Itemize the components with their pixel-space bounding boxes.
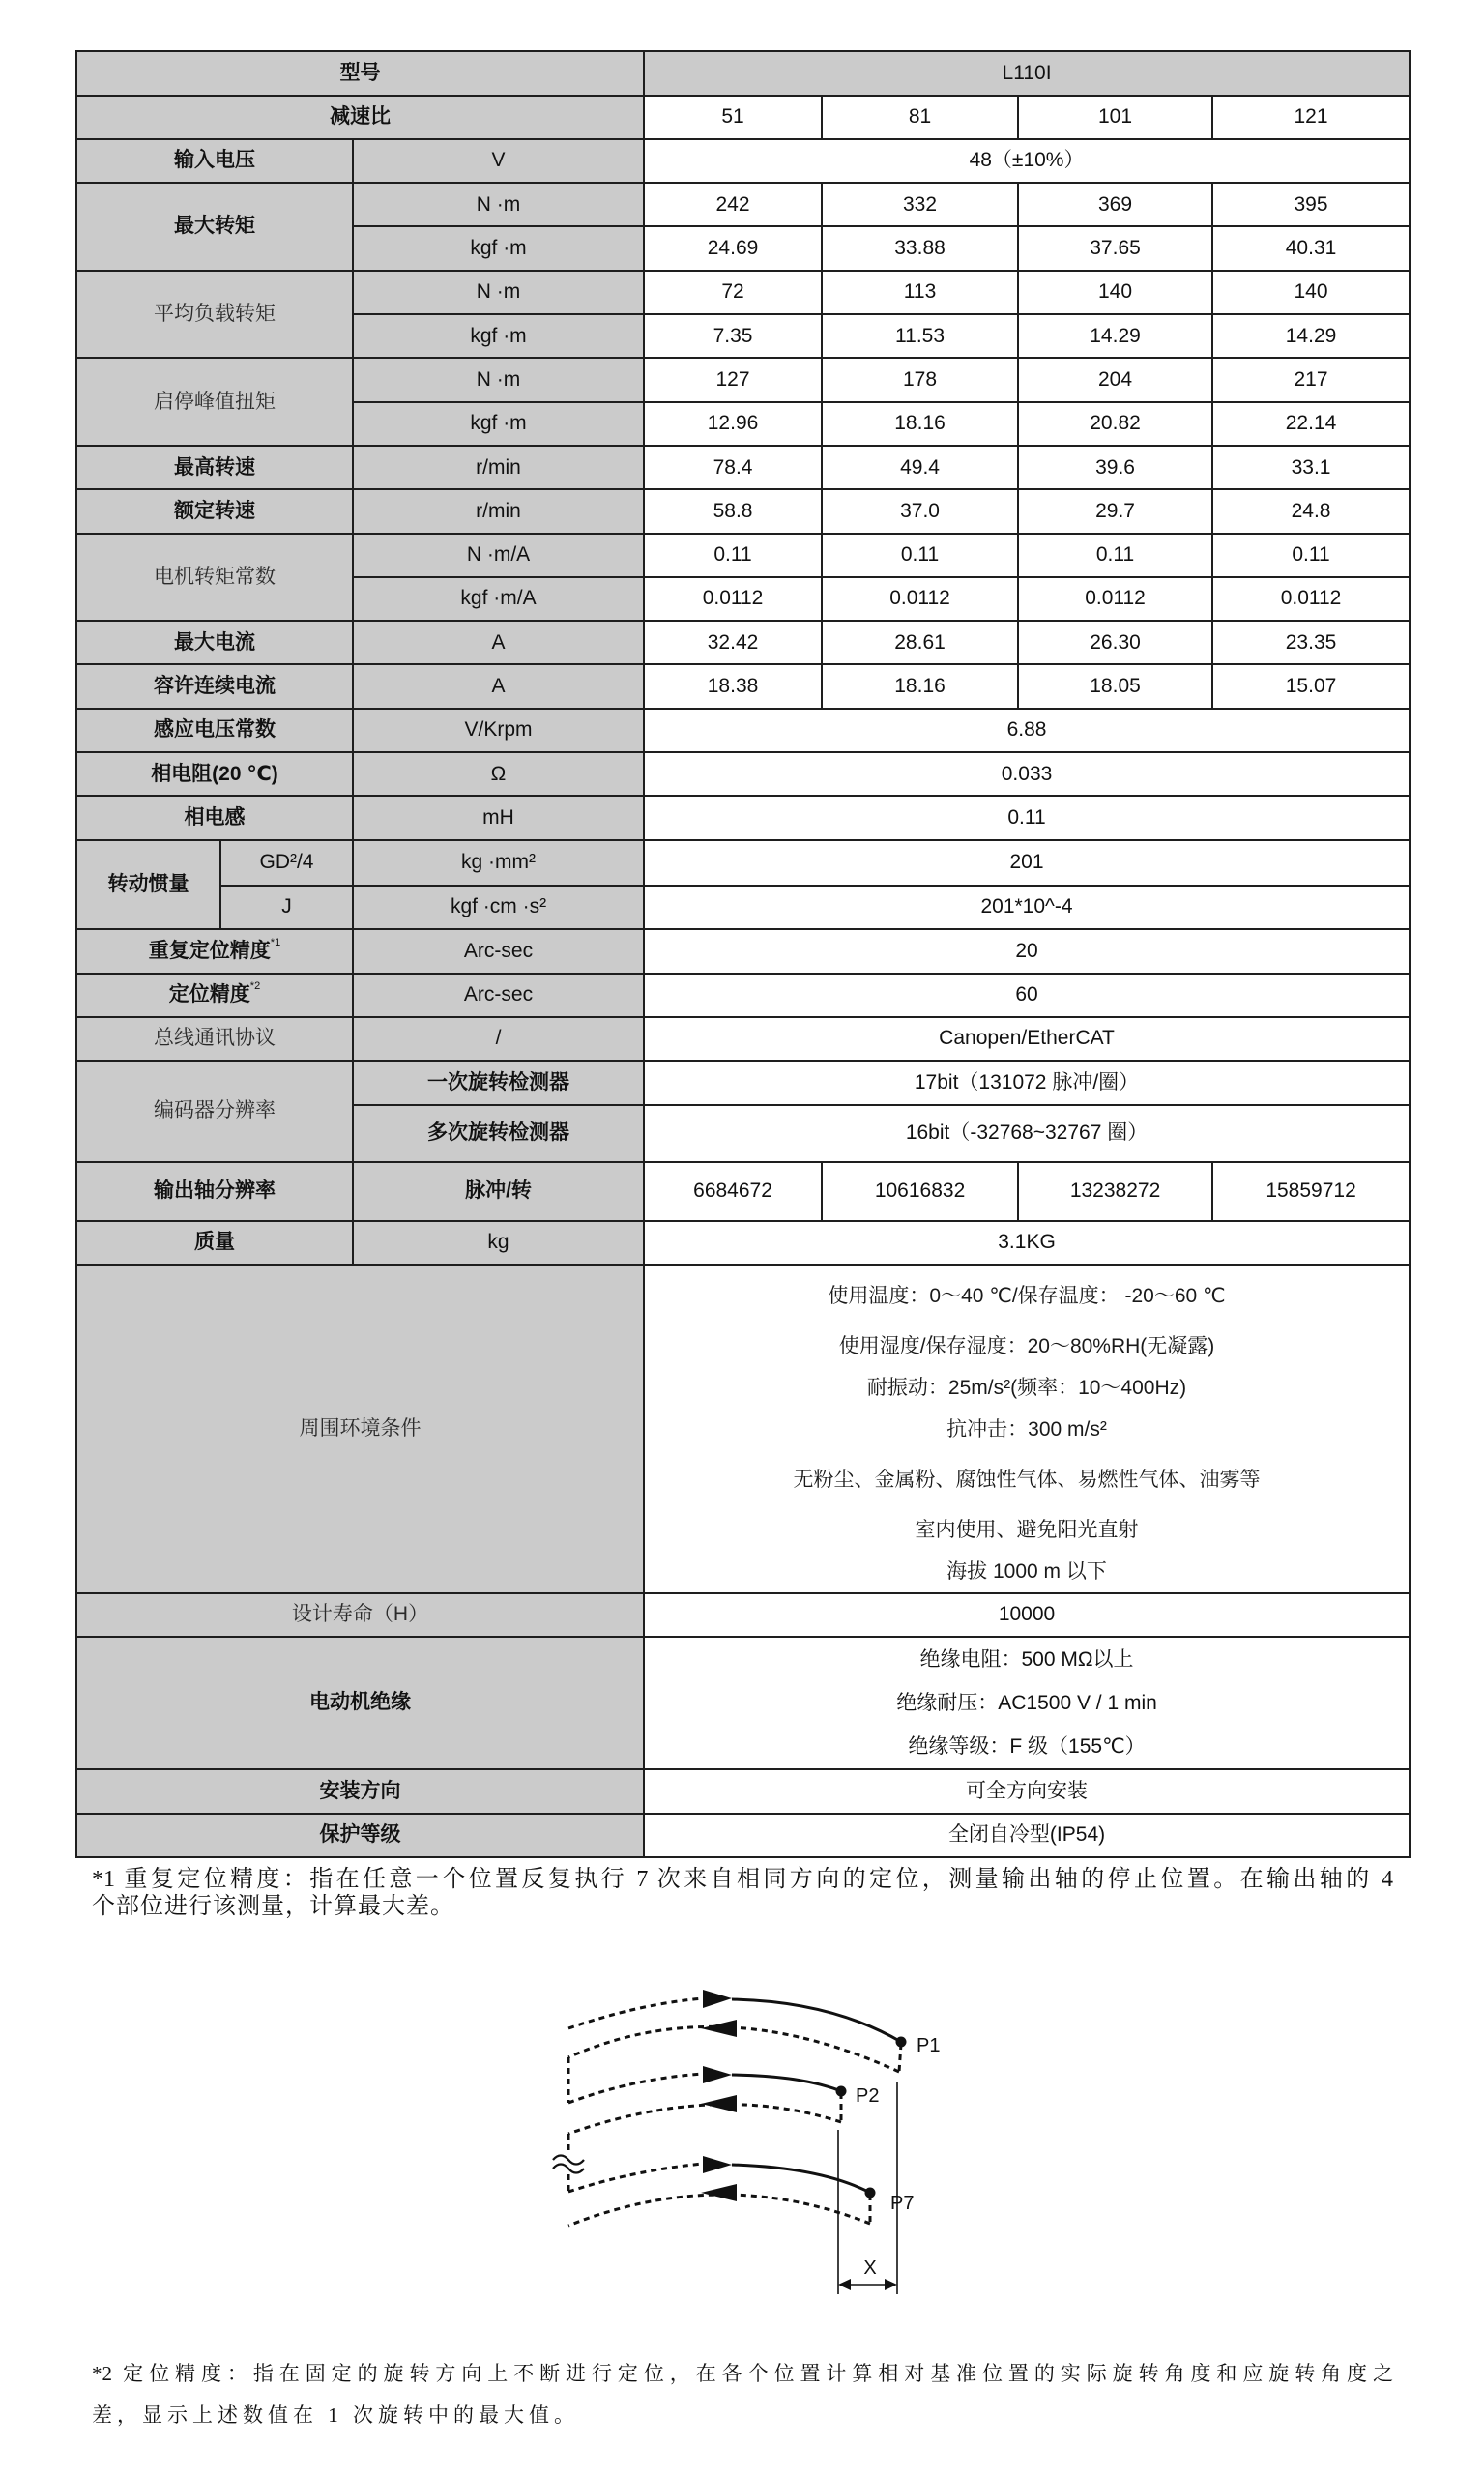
footnote-line: *2 定位精度：指在固定的旋转方向上不断进行定位，在各个位置计算相对基准位置的实际旋转角度和应旋转角度之 [92,2362,1393,2385]
ratio-label: 减速比 [76,96,644,139]
row-reduction-ratio [76,96,1410,139]
continuous-current-label: 容许连续电流 [76,664,353,708]
value-cell: 0.033 [644,752,1410,796]
peak-torque-label: 启停峰值扭矩 [76,358,353,446]
unit-cell: Arc-sec [353,974,644,1017]
value-cell: 58.8 [644,489,822,533]
label-p2: P2 [856,2085,880,2107]
value-cell: 28.61 [822,621,1018,664]
encoder-sub-label: 一次旋转检测器 [353,1061,644,1105]
ratio-value: 121 [1212,96,1410,139]
row-inertia-gd2 [76,840,1410,886]
value-cell: 可全方向安装 [644,1769,1410,1814]
unit-cell: Arc-sec [353,929,644,974]
value-cell: 18.16 [822,402,1018,446]
value-cell: Canopen/EtherCAT [644,1017,1410,1061]
insulation-line: 绝缘耐压：AC1500 V / 1 min [896,1691,1157,1714]
unit-cell: kgf ·m/A [353,577,644,621]
row-phase-inductance [76,796,1410,839]
insulation-value [644,1637,1410,1769]
value-cell: 14.29 [1212,314,1410,358]
value-cell: 11.53 [822,314,1018,358]
ratio-value: 51 [644,96,822,139]
label-x: X [863,2257,877,2279]
bus-protocol-label: 总线通讯协议 [76,1017,353,1061]
row-avg-load-torque-nm [76,271,1410,314]
row-max-speed [76,446,1410,489]
model-value: L110I [644,51,1410,96]
row-insulation [76,1637,1410,1769]
value-cell: 18.05 [1018,664,1212,708]
phase-resistance-label: 相电阻(20 ℃) [76,752,353,796]
value-cell: 0.11 [1212,534,1410,577]
value-cell: 395 [1212,183,1410,226]
value-cell: 全闭自冷型(IP54) [644,1814,1410,1857]
value-cell: 140 [1212,271,1410,314]
value-cell: 33.1 [1212,446,1410,489]
value-cell: 32.42 [644,621,822,664]
row-phase-resistance [76,752,1410,796]
environment-line: 室内使用、避免阳光直射 [915,1518,1139,1541]
value-cell: 0.0112 [1212,577,1410,621]
unit-cell: kgf ·cm ·s² [353,886,644,929]
max-current-label: 最大电流 [76,621,353,664]
spec-table [75,50,1411,1858]
footnote-line: 差，显示上述数值在 1 次旋转中的最大值。 [92,2403,579,2427]
back-emf-label: 感应电压常数 [76,709,353,752]
value-cell: 20 [644,929,1410,974]
value-cell: 10616832 [822,1162,1018,1221]
repeat-accuracy-label [76,929,353,974]
unit-cell: kg ·mm² [353,840,644,886]
value-cell: 15.07 [1212,664,1410,708]
value-cell: 113 [822,271,1018,314]
value-cell: 332 [822,183,1018,226]
value-cell: 33.88 [822,226,1018,270]
label-text: 重复定位精度 [148,939,271,962]
environment-line: 抗冲击：300 m/s² [946,1417,1107,1441]
unit-cell: kg [353,1221,644,1265]
protection-label: 保护等级 [76,1814,644,1857]
insulation-line: 绝缘电阻：500 MΩ以上 [919,1647,1134,1671]
inertia-sub-label: J [220,886,353,929]
stop-point-dots [836,2037,907,2198]
value-cell: 40.31 [1212,226,1410,270]
unit-cell: V/Krpm [353,709,644,752]
unit-cell: Ω [353,752,644,796]
footnote-line: *1 重复定位精度：指在任意一个位置反复执行 7 次来自相同方向的定位，测量输出轴的停止位置。在输出轴的 4 [92,1867,1393,1892]
unit-cell: N ·m [353,183,644,226]
value-cell: 26.30 [1018,621,1212,664]
unit-cell: A [353,664,644,708]
environment-line: 无粉尘、金属粉、腐蚀性气体、易燃性气体、油雾等 [793,1468,1261,1491]
ratio-value: 81 [822,96,1018,139]
value-cell: 0.0112 [822,577,1018,621]
unit-cell: N ·m/A [353,534,644,577]
row-input-voltage [76,139,1410,183]
max-speed-label: 最高转速 [76,446,353,489]
environment-line: 使用湿度/保存湿度：20～80%RH(无凝露) [838,1334,1215,1357]
positioning-accuracy-label [76,974,353,1017]
value-cell: 20.82 [1018,402,1212,446]
unit-cell: kgf ·m [353,314,644,358]
arrow-icon [701,1990,737,2201]
phase-inductance-label: 相电感 [76,796,353,839]
row-back-emf-constant [76,709,1410,752]
approx-icon [553,2156,584,2173]
footnote-line: 个部位进行该测量，计算最大差。 [92,1894,454,1919]
value-cell: 7.35 [644,314,822,358]
row-inertia-j [76,886,1410,929]
unit-cell: / [353,1017,644,1061]
row-max-current [76,621,1410,664]
design-life-label: 设计寿命（H） [76,1593,644,1637]
encoder-label: 编码器分辨率 [76,1061,353,1162]
row-mounting [76,1769,1410,1814]
value-cell: 178 [822,358,1018,401]
row-encoder-single [76,1061,1410,1105]
value-cell: 201*10^-4 [644,886,1410,929]
footnote-marker: *2 [249,980,261,993]
unit-cell: kgf ·m [353,402,644,446]
inertia-label: 转动惯量 [76,840,220,929]
repeatability-diagram [522,1963,967,2320]
value-cell: 37.0 [822,489,1018,533]
value-cell: 242 [644,183,822,226]
value-cell: 24.69 [644,226,822,270]
value-cell: 0.11 [1018,534,1212,577]
avg-load-torque-label: 平均负载转矩 [76,271,353,359]
row-model [76,51,1410,96]
value-cell: 37.65 [1018,226,1212,270]
mounting-label: 安装方向 [76,1769,644,1814]
unit-cell: 脉冲/转 [353,1162,644,1221]
row-mass [76,1221,1410,1265]
output-resolution-label: 输出轴分辨率 [76,1162,353,1221]
value-cell: 29.7 [1018,489,1212,533]
insulation-line: 绝缘等级：F 级（155℃） [908,1734,1146,1758]
footnote-marker: *1 [270,936,281,948]
row-bus-protocol [76,1017,1410,1061]
value-cell: 6.88 [644,709,1410,752]
encoder-sub-label: 多次旋转检测器 [353,1105,644,1162]
input-voltage-unit: V [353,139,644,183]
value-cell: 204 [1018,358,1212,401]
value-cell: 39.6 [1018,446,1212,489]
value-cell: 14.29 [1018,314,1212,358]
value-cell: 0.0112 [644,577,822,621]
label-text: 定位精度 [168,983,250,1006]
value-cell: 201 [644,840,1410,886]
input-voltage-label: 输入电压 [76,139,353,183]
footnote-repeat-accuracy [92,1866,1393,1920]
unit-cell: mH [353,796,644,839]
unit-cell: r/min [353,489,644,533]
row-rated-speed [76,489,1410,533]
max-torque-label: 最大转矩 [76,183,353,271]
value-cell: 0.11 [644,534,822,577]
rated-speed-label: 额定转速 [76,489,353,533]
value-cell: 22.14 [1212,402,1410,446]
unit-cell: N ·m [353,358,644,401]
value-cell: 24.8 [1212,489,1410,533]
environment-line: 耐振动：25m/s²(频率：10～400Hz) [866,1376,1187,1399]
value-cell: 12.96 [644,402,822,446]
row-output-resolution [76,1162,1410,1221]
value-cell: 369 [1018,183,1212,226]
footnote-positioning-accuracy [92,2353,1393,2436]
inertia-sub-label: GD²/4 [220,840,353,886]
environment-label: 周围环境条件 [76,1265,644,1593]
value-cell: 15859712 [1212,1162,1410,1221]
insulation-label: 电动机绝缘 [76,1637,644,1769]
row-torque-constant-nm [76,534,1410,577]
value-cell: 140 [1018,271,1212,314]
torque-constant-label: 电机转矩常数 [76,534,353,622]
unit-cell: A [353,621,644,664]
model-label: 型号 [76,51,644,96]
value-cell: 49.4 [822,446,1018,489]
environment-line: 海拔 1000 m 以下 [946,1559,1107,1583]
value-cell: 3.1KG [644,1221,1410,1265]
value-cell: 217 [1212,358,1410,401]
unit-cell: kgf ·m [353,226,644,270]
row-max-torque-nm [76,183,1410,226]
mass-label: 质量 [76,1221,353,1265]
row-repeat-accuracy [76,929,1410,974]
value-cell: 13238272 [1018,1162,1212,1221]
input-voltage-value: 48（±10%） [644,139,1410,183]
value-cell: 78.4 [644,446,822,489]
environment-value [644,1265,1410,1593]
value-cell: 10000 [644,1593,1410,1637]
value-cell: 18.38 [644,664,822,708]
value-cell: 23.35 [1212,621,1410,664]
row-environment [76,1265,1410,1593]
ratio-value: 101 [1018,96,1212,139]
value-cell: 16bit（-32768~32767 圈） [644,1105,1410,1162]
value-cell: 0.11 [822,534,1018,577]
value-cell: 17bit（131072 脉冲/圈） [644,1061,1410,1105]
label-p7: P7 [890,2193,915,2214]
label-p1: P1 [917,2035,941,2056]
unit-cell: r/min [353,446,644,489]
value-cell: 127 [644,358,822,401]
value-cell: 72 [644,271,822,314]
row-positioning-accuracy [76,974,1410,1017]
value-cell: 18.16 [822,664,1018,708]
row-design-life [76,1593,1410,1637]
value-cell: 6684672 [644,1162,822,1221]
unit-cell: N ·m [353,271,644,314]
value-cell: 0.11 [644,796,1410,839]
row-protection [76,1814,1410,1857]
value-cell: 60 [644,974,1410,1017]
value-cell: 0.0112 [1018,577,1212,621]
row-continuous-current [76,664,1410,708]
environment-line: 使用温度：0～40 ℃/保存温度： -20～60 ℃ [828,1284,1226,1307]
row-peak-torque-nm [76,358,1410,401]
